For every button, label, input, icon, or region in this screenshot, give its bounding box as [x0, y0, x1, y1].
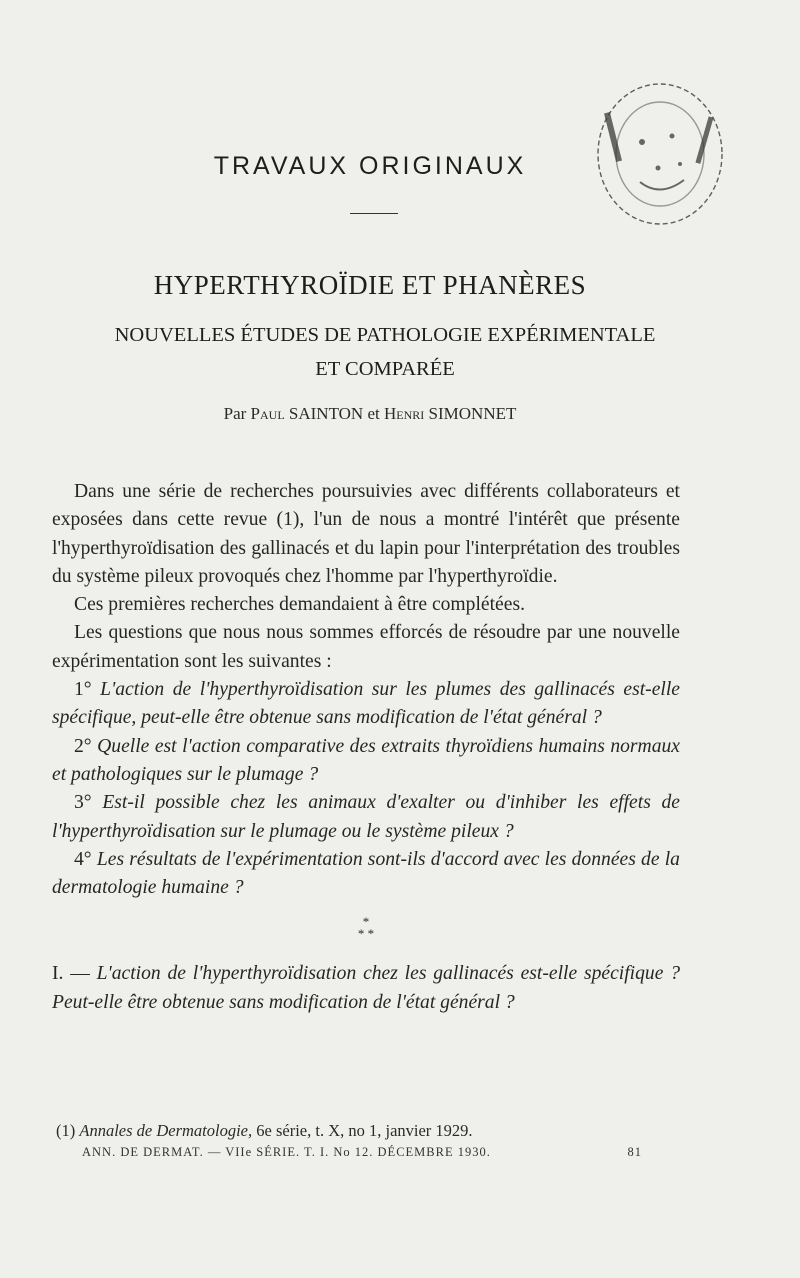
- question-1-number: 1°: [74, 679, 92, 701]
- running-footer-journal: ANN. DE DERMAT. — VIIe SÉRIE. T. I. No 12. DÉCEMBRE 1930.: [82, 1145, 491, 1159]
- question-4-number: 4°: [74, 848, 92, 870]
- section-1-heading: [52, 960, 680, 1017]
- footnote-journal: Annales de Dermatologie,: [79, 1121, 253, 1140]
- byline-and: et: [367, 404, 380, 423]
- question-2-text: Quelle est l'action comparative des extraits thyroïdiens humains normaux et pathologiques sur le plumage ?: [52, 735, 680, 785]
- separator-stars-bottom: * *: [357, 926, 375, 942]
- question-3-text: Est-il possible chez les animaux d'exalter ou d'inhiber les effets de l'hyperthyroïdisation sur le plumage ou le système pileux ?: [52, 792, 680, 842]
- question-4: [52, 846, 680, 903]
- author2-first-name: Henri: [384, 404, 425, 423]
- paragraph-questions: Les questions que nous nous sommes efforcés de résoudre par une nouvelle expérimentation sont les suivantes :: [52, 622, 680, 672]
- separator-star-top: *: [362, 914, 370, 930]
- article-title: HYPERTHYROÏDIE ET PHANÈRES: [153, 270, 587, 300]
- article-subtitle: [40, 318, 730, 386]
- author1-last-name: SAINTON: [288, 404, 364, 423]
- section-1-text: L'action de l'hyperthyroïdisation chez les gallinacés est-elle spécifique ? Peut-elle être obtenue sans modification de l'état général ?: [52, 963, 680, 1013]
- paragraph-intro: Dans une série de recherches poursuivies avec différents collaborateurs et exposées dans cette revue (1), l'un de nous a montré l'intérêt que présente l'hyperthyroïdisation des gallinacés et du lapin pour l'interprétation des troubles du système pileux provoqués chez l'homme par l'hyperthyroïdie.: [52, 481, 680, 587]
- question-2-number: 2°: [74, 735, 92, 757]
- question-1: [52, 676, 680, 733]
- section-separator: [52, 916, 680, 940]
- footnote-marker: (1): [56, 1121, 76, 1140]
- question-1-text: L'action de l'hyperthyroïdisation sur les plumes des gallinacés est-elle spécifique, peut-elle être obtenue sans modification de l'état général ?: [52, 679, 680, 729]
- subtitle-line-1: NOUVELLES ÉTUDES DE PATHOLOGIE EXPÉRIMENTALE: [114, 324, 656, 346]
- author1-first-name: Paul: [250, 404, 285, 423]
- section-1-number: I. —: [52, 963, 90, 985]
- page-number: 81: [627, 1145, 642, 1159]
- section-heading: TRAVAUX ORIGINAUX: [213, 152, 527, 180]
- question-3-number: 3°: [74, 792, 92, 814]
- author2-last-name: SIMONNET: [428, 404, 517, 423]
- byline: [0, 404, 740, 424]
- question-3: [52, 789, 680, 846]
- footnote: [56, 1121, 676, 1141]
- paragraph-completion: Ces premières recherches demandaient à être complétées.: [74, 594, 525, 616]
- running-footer: [82, 1145, 642, 1160]
- subtitle-line-2: ET COMPARÉE: [315, 358, 455, 380]
- article-body: [52, 478, 680, 1017]
- heading-rule: [350, 213, 398, 214]
- byline-by: Par: [223, 404, 247, 423]
- footnote-details: 6e série, t. X, no 1, janvier 1929.: [256, 1121, 473, 1140]
- question-4-text: Les résultats de l'expérimentation sont-ils d'accord avec les données de la dermatologie humaine ?: [52, 848, 680, 899]
- question-2: [52, 733, 680, 790]
